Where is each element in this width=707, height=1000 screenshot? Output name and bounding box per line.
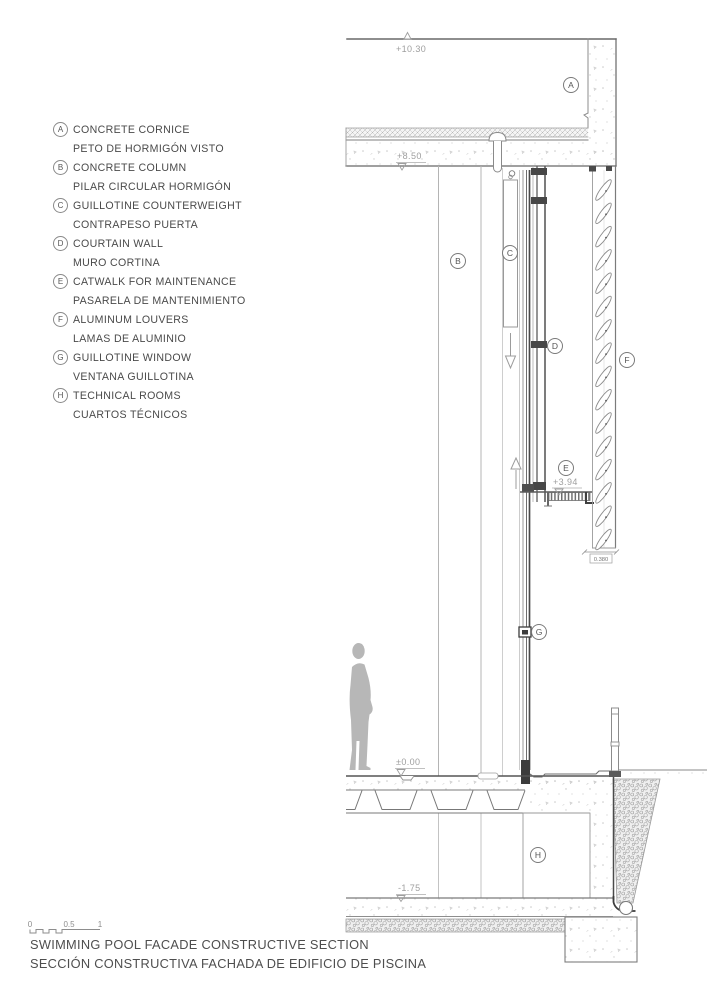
legend-label-en: TECHNICAL ROOMS bbox=[73, 390, 181, 402]
drawing-title-es: SECCIÓN CONSTRUCTIVA FACHADA DE EDIFICIO DE PISCINA bbox=[30, 955, 427, 971]
svg-text:B: B bbox=[455, 256, 461, 266]
rib-slab-voids bbox=[346, 791, 525, 810]
legend-key-badge: H bbox=[53, 388, 68, 403]
legend-label-en: CONCRETE COLUMN bbox=[73, 162, 187, 174]
legend-item-h bbox=[53, 387, 353, 424]
scale-tick-05: 0.5 bbox=[63, 920, 75, 929]
retaining-wall bbox=[613, 779, 660, 903]
level-text: +3.94 bbox=[553, 477, 578, 487]
legend-item-c bbox=[53, 197, 353, 234]
dimension-text: 0.380 bbox=[593, 557, 609, 563]
legend-item-e bbox=[53, 273, 353, 310]
level-marker-roof-slab bbox=[396, 151, 426, 170]
legend-key-badge: B bbox=[53, 160, 68, 175]
svg-text:A: A bbox=[568, 80, 574, 90]
catwalk-grating bbox=[549, 493, 590, 501]
level-text: -1.75 bbox=[398, 883, 421, 893]
legend-label-es: PILAR CIRCULAR HORMIGÓN bbox=[73, 180, 232, 193]
legend-key-badge: F bbox=[53, 312, 68, 327]
title-block bbox=[30, 936, 426, 973]
label-E bbox=[559, 461, 574, 476]
svg-text:F: F bbox=[624, 355, 630, 365]
railing-post bbox=[609, 708, 621, 777]
scale-bar bbox=[28, 920, 103, 933]
scale-tick-0: 0 bbox=[27, 920, 33, 929]
legend-key-badge: D bbox=[53, 236, 68, 251]
legend-label-es: MURO CORTINA bbox=[73, 256, 160, 269]
legend-key-badge: G bbox=[53, 350, 68, 365]
window-sill-anchor bbox=[521, 760, 530, 784]
legend-item-b bbox=[53, 159, 353, 196]
exterior-grade bbox=[613, 770, 707, 779]
legend-label-en: ALUMINUM LOUVERS bbox=[73, 314, 189, 326]
label-C bbox=[503, 246, 518, 261]
legend-item-g bbox=[53, 349, 353, 386]
level-text: +10.30 bbox=[396, 44, 427, 54]
legend-label-es: CUARTOS TÉCNICOS bbox=[73, 408, 188, 421]
legend-label-es: PETO DE HORMIGÓN VISTO bbox=[73, 142, 224, 155]
level-text: ±0.00 bbox=[396, 757, 421, 767]
label-B bbox=[451, 254, 466, 269]
footing bbox=[565, 917, 637, 962]
svg-text:D: D bbox=[551, 341, 559, 351]
curtain-wall bbox=[522, 166, 547, 502]
label-D bbox=[548, 339, 563, 354]
level-marker-roof-top bbox=[396, 33, 426, 55]
label-H bbox=[531, 848, 546, 863]
legend-label-es: LAMAS DE ALUMINIO bbox=[73, 332, 187, 345]
mullion-bracket bbox=[531, 197, 547, 204]
arrow-down-icon bbox=[506, 356, 516, 368]
counterweight bbox=[504, 175, 518, 368]
label-G bbox=[532, 625, 547, 640]
mullion-bracket bbox=[531, 341, 547, 348]
legend-key-badge: A bbox=[53, 122, 68, 137]
legend-label-en: CATWALK FOR MAINTENANCE bbox=[73, 276, 237, 288]
legend-key-badge: E bbox=[53, 274, 68, 289]
drain-pipe bbox=[620, 902, 633, 915]
legend-label-en: CONCRETE CORNICE bbox=[73, 124, 190, 136]
scale-tick-1: 1 bbox=[97, 920, 103, 929]
perimeter-beam bbox=[525, 786, 613, 813]
mullion-bracket bbox=[531, 168, 547, 175]
legend-item-a bbox=[53, 121, 353, 158]
legend-label-es: PASARELA DE MANTENIMIENTO bbox=[73, 294, 246, 307]
perimeter-wall bbox=[590, 813, 613, 898]
svg-text:E: E bbox=[563, 463, 569, 473]
legend-label-es: VENTANA GUILLOTINA bbox=[73, 370, 194, 383]
louver-depth-dimension bbox=[582, 550, 619, 564]
roof-slab bbox=[346, 140, 616, 166]
drawing-title-en: SWIMMING POOL FACADE CONSTRUCTIVE SECTION bbox=[30, 937, 369, 952]
floor-channel bbox=[400, 776, 414, 780]
label-A bbox=[564, 78, 579, 93]
mullion-bracket bbox=[533, 482, 546, 490]
louver-blades bbox=[594, 178, 614, 551]
roof-insulation bbox=[346, 128, 588, 137]
legend-key-badge: C bbox=[53, 198, 68, 213]
svg-text:H: H bbox=[534, 850, 542, 860]
gravel-layer bbox=[346, 919, 565, 932]
svg-text:C: C bbox=[506, 248, 514, 258]
svg-text:G: G bbox=[535, 627, 543, 637]
label-F bbox=[620, 353, 635, 368]
legend-item-f bbox=[53, 311, 353, 348]
catwalk bbox=[520, 492, 594, 506]
legend-label-en: GUILLOTINE COUNTERWEIGHT bbox=[73, 200, 242, 212]
person-silhouette bbox=[350, 643, 373, 770]
level-text: +8.50 bbox=[397, 151, 422, 161]
legend-label-en: COURTAIN WALL bbox=[73, 238, 164, 250]
basement-slab bbox=[346, 898, 613, 917]
legend-item-d bbox=[53, 235, 353, 272]
level-marker-ground bbox=[395, 757, 425, 776]
legend-label-en: GUILLOTINE WINDOW bbox=[73, 352, 192, 364]
exterior-pavement bbox=[530, 776, 613, 786]
legend-label-es: CONTRAPESO PUERTA bbox=[73, 218, 199, 231]
